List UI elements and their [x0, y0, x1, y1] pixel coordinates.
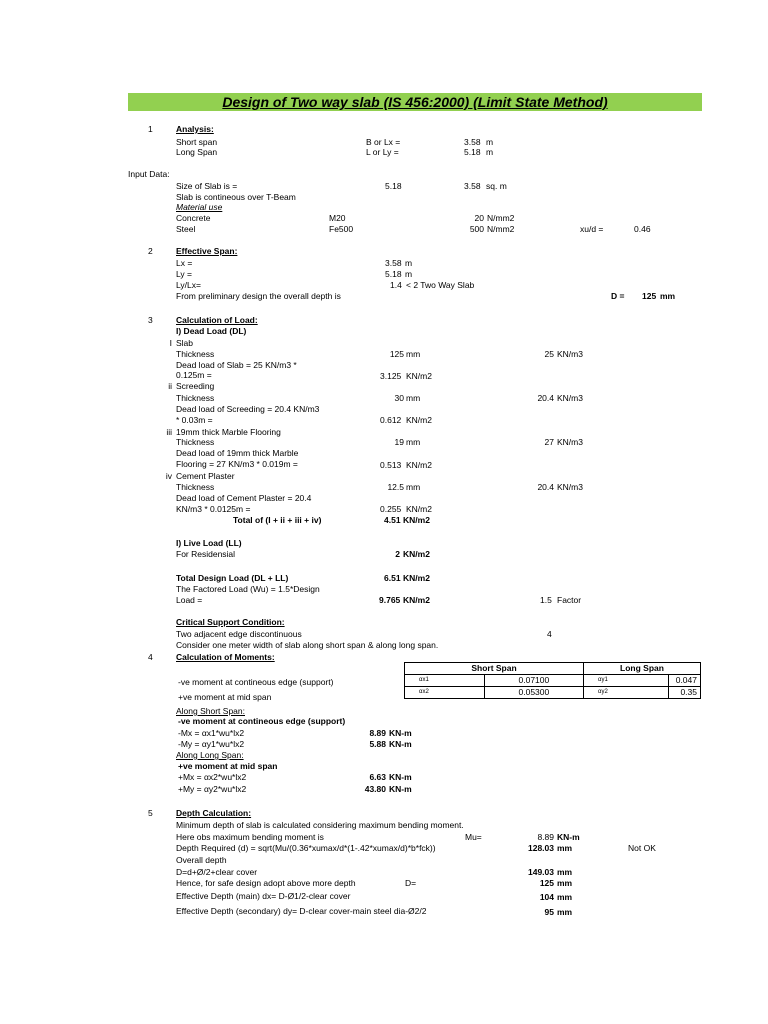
depth-line: Effective Depth (secondary) dy= D-clear cover-main steel dia-Ø2/2 — [176, 906, 427, 916]
depth-required-value: 128.03 — [528, 843, 554, 853]
factored-load-value: 9.765 — [379, 595, 401, 605]
steel-label: Steel — [176, 224, 196, 234]
total-design-load-unit: KN/m2 — [403, 573, 430, 583]
mx-neg-label: -Mx = αx1*wu*lx2 — [178, 728, 245, 738]
ly-value: 5.18 — [385, 269, 402, 279]
item-label: 19mm thick Marble Flooring — [176, 427, 281, 437]
load-value: 0.612 — [380, 415, 402, 425]
item-number: iv — [165, 471, 172, 481]
d-unit: mm — [660, 291, 676, 301]
item-label: Slab — [176, 338, 194, 348]
coef-value: 0.05300 — [484, 687, 583, 699]
load-desc: Flooring = 27 KN/m3 * 0.019m = — [176, 459, 298, 469]
csc-note: Consider one meter width of slab along short span & along long span. — [176, 640, 439, 650]
adopt-depth-label: D= — [405, 878, 417, 888]
density-unit: KN/m3 — [557, 393, 583, 403]
long-span-symbol: L or Ly = — [366, 147, 399, 157]
item-label: Screeding — [176, 381, 215, 391]
coef-symbol: αy2 — [584, 687, 669, 699]
thickness-value: 19 — [394, 437, 404, 447]
short-span-symbol: B or Lx = — [366, 137, 401, 147]
factor-value: 1.5 — [540, 595, 552, 605]
csc-value: 4 — [547, 629, 552, 639]
contineous-text: Slab is contineous over T-Beam — [176, 192, 296, 202]
ly-unit: m — [405, 269, 413, 279]
load-desc: Dead load of 19mm thick Marble — [176, 448, 299, 458]
short-span-header: Short Span — [405, 663, 584, 675]
total-design-load-label: Total Design Load (DL + LL) — [176, 573, 289, 583]
load-value: 3.125 — [380, 371, 402, 381]
short-span-value: 3.58 — [464, 137, 481, 147]
mu-unit: KN-m — [557, 832, 580, 842]
mx-pos-unit: KN-m — [389, 772, 412, 782]
long-span-value: 5.18 — [464, 147, 481, 157]
depth-line: Minimum depth of slab is calculated considering maximum bending moment. — [176, 820, 464, 830]
csc-heading: Critical Support Condition: — [176, 617, 285, 627]
thickness-unit: mm — [406, 437, 421, 447]
concrete-unit: N/mm2 — [487, 213, 515, 223]
thickness-value: 30 — [394, 393, 404, 403]
long-span-header: Long Span — [584, 663, 701, 675]
short-span-label: Short span — [176, 137, 218, 147]
mx-neg-value: 8.89 — [369, 728, 386, 738]
load-desc: 0.125m = — [176, 370, 212, 380]
moment-coefficient-table — [404, 662, 701, 699]
live-load-unit: KN/m2 — [403, 549, 430, 559]
csc-text: Two adjacent edge discontinuous — [176, 629, 302, 639]
section-heading: Calculation of Load: — [176, 315, 258, 325]
depth-line: Here obs maximum bending moment is — [176, 832, 324, 842]
live-load-label: For Residensial — [176, 549, 236, 559]
steel-unit: N/mm2 — [487, 224, 515, 234]
total-unit: KN/m2 — [403, 515, 430, 525]
table-row — [405, 675, 701, 687]
load-desc: Dead load of Slab = 25 KN/m3 * — [176, 360, 297, 370]
coef-symbol: αx2 — [405, 687, 485, 699]
long-span-label: Long Span — [176, 147, 218, 157]
mx-neg-unit: KN-m — [389, 728, 412, 738]
density-unit: KN/m3 — [557, 482, 583, 492]
live-load-value: 2 — [395, 549, 400, 559]
density-value: 25 — [544, 349, 554, 359]
coef-symbol: αy1 — [584, 675, 669, 687]
depth-line: Effective Depth (main) dx= D-Ø1/2-clear cover — [176, 891, 351, 901]
factored-load-unit: KN/m2 — [403, 595, 430, 605]
lx-unit: m — [405, 258, 413, 268]
load-value: 0.513 — [380, 460, 402, 470]
size-b: 3.58 — [464, 181, 481, 191]
section-heading: Analysis: — [176, 124, 214, 134]
thickness-unit: mm — [406, 482, 421, 492]
density-value: 20.4 — [537, 393, 554, 403]
load-desc: Dead load of Screeding = 20.4 KN/m3 — [176, 404, 320, 414]
thickness-value: 125 — [389, 349, 404, 359]
factored-load-desc: Load = — [176, 595, 203, 605]
neg-moment-heading: -ve moment at contineous edge (support) — [178, 716, 346, 726]
thickness-unit: mm — [406, 393, 421, 403]
my-pos-unit: KN-m — [389, 784, 412, 794]
size-unit: sq. m — [486, 181, 507, 191]
xud-label: xu/d = — [580, 224, 604, 234]
title-bar — [128, 93, 702, 111]
depth-line: Depth Required (d) = sqrt(Mu/(0.36*xumax/d*(1-.42*xumax/d)*b*fck)) — [176, 843, 436, 853]
section-heading: Effective Span: — [176, 246, 238, 256]
load-desc: * 0.03m = — [176, 415, 213, 425]
pos-moment-heading: +ve moment at mid span — [178, 761, 278, 771]
live-load-heading: I) Live Load (LL) — [176, 538, 242, 548]
coef-value: 0.35 — [669, 687, 701, 699]
section-heading: Calculation of Moments: — [176, 652, 275, 662]
concrete-label: Concrete — [176, 213, 211, 223]
load-unit: KN/m2 — [406, 415, 432, 425]
material-use: Material use — [176, 202, 223, 212]
item-number: iii — [166, 427, 172, 437]
total-label: Total of (I + ii + iii + iv) — [233, 515, 322, 525]
thickness-label: Thickness — [176, 482, 215, 492]
thickness-label: Thickness — [176, 437, 215, 447]
pos-moment-label: +ve moment at mid span — [178, 692, 272, 702]
along-long-span: Along Long Span: — [176, 750, 244, 760]
short-span-unit: m — [486, 137, 494, 147]
thickness-value: 12.5 — [387, 482, 404, 492]
coef-value: 0.047 — [669, 675, 701, 687]
mu-value: 8.89 — [537, 832, 554, 842]
section-number: 2 — [148, 246, 153, 256]
overall-depth-unit: mm — [557, 867, 573, 877]
total-design-load-value: 6.51 — [384, 573, 401, 583]
thickness-unit: mm — [406, 349, 421, 359]
d-label: D = — [611, 291, 625, 301]
load-desc: KN/m3 * 0.0125m = — [176, 504, 251, 514]
density-value: 27 — [544, 437, 554, 447]
factor-label: Factor — [557, 595, 582, 605]
depth-line: Hence, for safe design adopt above more depth — [176, 878, 356, 888]
input-data-label: Input Data: — [128, 169, 170, 179]
coef-value: 0.07100 — [484, 675, 583, 687]
load-unit: KN/m2 — [406, 504, 432, 514]
load-desc: Dead load of Cement Plaster = 20.4 — [176, 493, 312, 503]
neg-moment-label: -ve moment at contineous edge (support) — [178, 677, 334, 687]
depth-line: D=d+Ø/2+clear cover — [176, 867, 258, 877]
section-number: 1 — [148, 124, 153, 134]
density-unit: KN/m3 — [557, 437, 583, 447]
item-number: ii — [168, 381, 172, 391]
section-heading: Depth Calculation: — [176, 808, 252, 818]
status-text: Not OK — [628, 843, 656, 853]
density-value: 20.4 — [537, 482, 554, 492]
lx-value: 3.58 — [385, 258, 402, 268]
size-a: 5.18 — [385, 181, 402, 191]
size-label: Size of Slab is = — [176, 181, 238, 191]
ratio-text: < 2 Two Way Slab — [406, 280, 475, 290]
dx-unit: mm — [557, 892, 573, 902]
depth-required-unit: mm — [557, 843, 573, 853]
adopt-depth-unit: mm — [557, 878, 573, 888]
my-neg-value: 5.88 — [369, 739, 386, 749]
steel-grade: Fe500 — [329, 224, 354, 234]
my-pos-label: +My = αy2*wu*lx2 — [178, 784, 247, 794]
mx-pos-value: 6.63 — [369, 772, 386, 782]
load-unit: KN/m2 — [406, 371, 432, 381]
ly-label: Ly = — [176, 269, 192, 279]
ratio-value: 1.4 — [390, 280, 402, 290]
item-label: Cement Plaster — [176, 471, 235, 481]
item-number: I — [169, 338, 172, 348]
table-header-row — [405, 663, 701, 675]
table-row — [405, 687, 701, 699]
adopt-depth-value: 125 — [539, 878, 554, 888]
mu-label: Mu= — [465, 832, 482, 842]
thickness-label: Thickness — [176, 349, 215, 359]
overall-depth-value: 149.03 — [528, 867, 554, 877]
ratio-label: Ly/Lx= — [176, 280, 201, 290]
load-value: 0.255 — [380, 504, 402, 514]
concrete-grade: M20 — [329, 213, 346, 223]
d-value: 125 — [642, 291, 657, 301]
section-number: 4 — [148, 652, 153, 662]
along-short-span: Along Short Span: — [176, 706, 245, 716]
long-span-unit: m — [486, 147, 494, 157]
coef-symbol: αx1 — [405, 675, 485, 687]
concrete-value: 20 — [474, 213, 484, 223]
my-neg-unit: KN-m — [389, 739, 412, 749]
dx-value: 104 — [539, 892, 554, 902]
total-value: 4.51 — [384, 515, 401, 525]
density-unit: KN/m3 — [557, 349, 583, 359]
load-unit: KN/m2 — [406, 460, 432, 470]
section-number: 3 — [148, 315, 153, 325]
lx-label: Lx = — [176, 258, 193, 268]
depth-line: Overall depth — [176, 855, 227, 865]
xud-value: 0.46 — [634, 224, 651, 234]
my-neg-label: -My = αy1*wu*lx2 — [178, 739, 245, 749]
factored-load-desc: The Factored Load (Wu) = 1.5*Design — [176, 584, 320, 594]
page-title: Design of Two way slab (IS 456:2000) (Limit State Method) — [222, 94, 608, 110]
section-number: 5 — [148, 808, 153, 818]
thickness-label: Thickness — [176, 393, 215, 403]
dead-load-heading: I) Dead Load (DL) — [176, 326, 247, 336]
mx-pos-label: +Mx = αx2*wu*lx2 — [178, 772, 247, 782]
my-pos-value: 43.80 — [364, 784, 386, 794]
depth-text: From preliminary design the overall depth is — [176, 291, 341, 301]
dy-unit: mm — [557, 907, 573, 917]
dy-value: 95 — [544, 907, 554, 917]
steel-value: 500 — [469, 224, 484, 234]
